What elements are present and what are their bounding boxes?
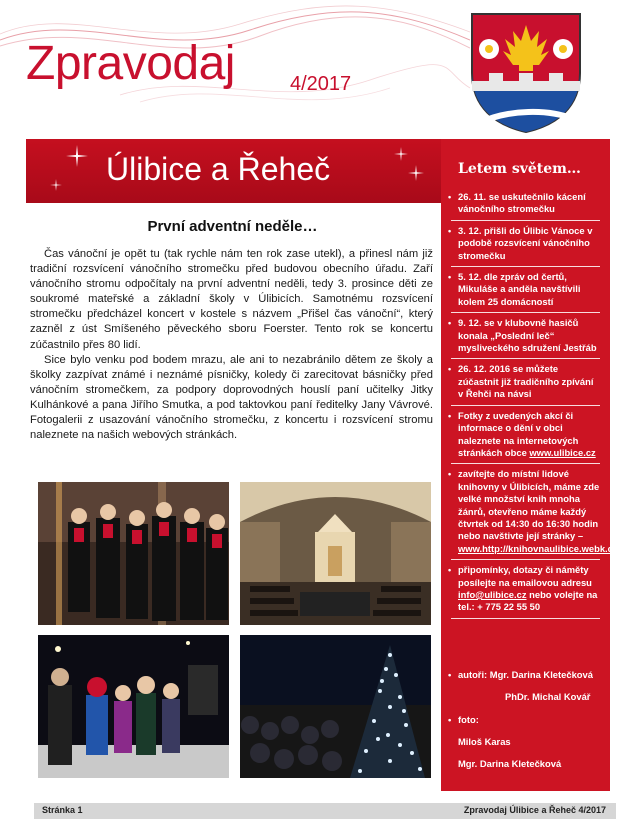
footer-title: Zpravodaj Úlibice a Řeheč 4/2017 [463, 805, 606, 815]
article-paragraph: Sice bylo venku pod bodem mrazu, ale ani to nezabránilo dětem ze školy a školky zazpívat známé i neznámé písničky, koledy či zarecitovat básničky před vánočním stromečkem, za podpory doprovodných houslí paní učitelky Jitky Kulhánkové a pana Jiřího Smutka, a pod taktovkou paní ředitelky Jany Vávrové. Fotogalerii z usazování vánočního stromečku, z koncertu i rozsvícení stromu naleznete na našich webových stránkách. [30, 353, 433, 442]
choir-singing-photo [38, 482, 229, 625]
article-body [30, 247, 433, 443]
church-interior-photo [240, 482, 431, 625]
children-outdoors-photo [38, 635, 229, 778]
article-paragraph: Čas vánoční je opět tu (tak rychle nám ten rok zase utekl), a přinesl nám již tradiční rozsvícení vánočního stromečku před budovou obecního úřadu. Zaří vánočního stromu odpočítaly na první adventní neděli, tedy 3. prosince děti ze soukromé mateřské a základní školy v Úlibicích. Samotnému rozsvícení stromečku předcházel koncert v kostele s názvem „Přišel čas vánoční“, který zazněl z úst Smíšeného pěveckého sboru Foerster. Tento rok se koncertu zúčastnilo přes 80 lidí. [30, 248, 433, 351]
news-sidebar [441, 139, 621, 791]
banner-title: Úlibice a Řeheč [106, 151, 331, 187]
newsletter-title: Zpravodaj [26, 37, 235, 90]
library-link[interactable]: www.http://knihovnaulibice.webk.cz/ [458, 542, 621, 554]
photographer-name: Miloš Karas [458, 736, 511, 747]
photo-label: • foto: [451, 714, 600, 726]
sparkle-icon [408, 165, 424, 181]
authors-line: • autoři: Mgr. Darina Kletečková [451, 669, 600, 681]
sidebar-item: • 26. 11. se uskutečnilo kácení vánočního stromečku [451, 191, 600, 221]
coat-of-arms-logo [469, 11, 583, 135]
town-banner [26, 139, 441, 203]
sidebar-item: • 3. 12. přišli do Úlibic Vánoce v podobě rozsvícení vánočního stromečku [451, 225, 600, 267]
email-link[interactable]: info@ulibice.cz [458, 588, 527, 600]
photographer-name: Mgr. Darina Kletečková [458, 758, 562, 770]
website-link[interactable]: www.ulibice.cz [529, 446, 596, 458]
sidebar-item: • připomínky, dotazy či náměty posílejte na emailovou adresu info@ulibice.cz nebo volejte na tel.: + 775 22 55 50 [451, 564, 600, 619]
article-title: První adventní neděle… [147, 218, 318, 235]
sidebar-item: • Fotky z uvedených akcí či informace o dění v obci naleznete na internetových stránkách obce www.ulibice.cz [451, 410, 600, 465]
sparkle-icon [50, 179, 62, 191]
sidebar-list [451, 191, 621, 619]
page-number: Stránka 1 [42, 805, 83, 815]
christmas-tree-lights-photo [240, 635, 431, 778]
sparkle-icon [66, 145, 88, 167]
sidebar-item: • 9. 12. se v klubovně hasičů konala „Poslední leč“ mysliveckého sdružení Jestřáb [451, 317, 600, 359]
author-name: PhDr. Michal Kovář [505, 691, 591, 703]
sidebar-item: • 26. 12. 2016 se můžete zúčastnit již tradičního zpívání v Řehči na návsi [451, 363, 600, 405]
credits [451, 669, 600, 771]
sidebar-item: • zavítejte do místní lidové knihovny v Úlibicích, máme zde velké množství knih mnoha žánrů, otevřeno máme každý čtvrtek od 14:30 do 16:30 hodin nebo navštivte její stránky – www.http://knihovnaulibice.webk.cz/ [451, 468, 600, 560]
issue-number: 4/2017 [290, 73, 352, 95]
page-footer [34, 803, 616, 819]
sidebar-item: • 5. 12. dle zpráv od čertů, Mikuláše a anděla navštívili kolem 25 domácností [451, 271, 600, 313]
sidebar-heading: Letem světem… [458, 161, 581, 177]
sparkle-icon [394, 147, 408, 161]
